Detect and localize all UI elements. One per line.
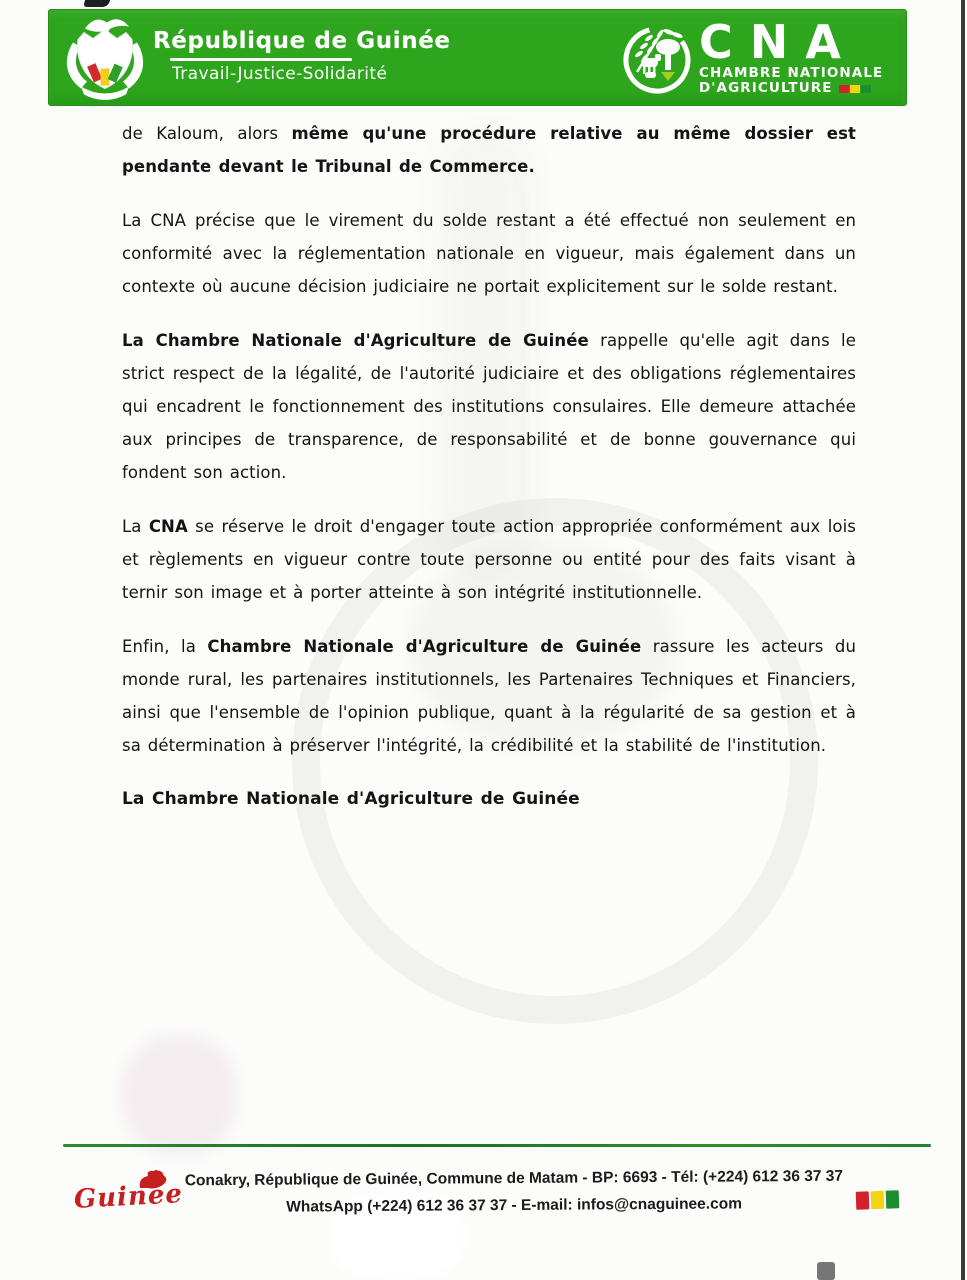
text-segment: rappelle qu'elle agit dans le strict respect de la légalité, de l'autorité judiciaire et des obligations réglementaires qui encadrent le fonctionnement des institutions consulaires. Elle demeure attachée aux principes de transparence, de responsabilité et de bonne gouvernance qui fondent son action. — [122, 331, 856, 482]
footer-address-line2: WhatsApp (+224) 612 36 37 37 - E-mail: infos@cnaguinee.com — [286, 1195, 743, 1216]
motto-rule — [170, 58, 352, 61]
guinee-logo-text: Guinée — [73, 1179, 184, 1215]
flag-stripe-red — [856, 1191, 870, 1209]
cna-acronym: CNA — [699, 15, 858, 69]
paragraph-1 — [122, 117, 856, 183]
flag-stripe-green — [861, 85, 871, 93]
letterhead-banner — [48, 9, 907, 106]
text-segment: Chambre Nationale d'Agriculture de Guinée — [207, 637, 642, 656]
flag-stripe-yellow — [871, 1191, 885, 1209]
footer-contact-block — [168, 1163, 860, 1222]
guinea-mini-flag-icon — [839, 85, 871, 93]
scan-mark — [83, 0, 110, 7]
text-segment: La CNA précise que le virement du solde restant a été effectué non seulement en conformité avec la réglementation nationale en vigueur, mais également dans un contexte où aucune décision judiciaire ne portait explicitement sur le solde restant. — [122, 211, 856, 296]
footer-flag-icon — [856, 1190, 900, 1209]
republic-motto: Travail-Justice-Solidarité — [172, 63, 388, 84]
flag-stripe-yellow — [850, 85, 860, 93]
coat-of-arms-icon — [57, 14, 153, 103]
republic-title: République de Guinée — [153, 28, 451, 54]
cna-logo — [615, 10, 905, 107]
text-segment: se réserve le droit d'engager toute action appropriée conformément aux lois et règlements en vigueur contre toute personne ou entité pour des faits visant à ternir son image et à porter atteinte à son intégrité institutionnelle. — [122, 517, 856, 602]
scan-mark — [817, 1262, 835, 1280]
republic-block — [153, 28, 451, 84]
org-name-line2-text: D'AGRICULTURE — [699, 80, 833, 96]
flag-stripe-red — [839, 85, 849, 93]
letter-body — [122, 117, 856, 837]
cna-text-block — [699, 15, 904, 96]
paragraph-2 — [122, 204, 856, 303]
text-segment: CNA — [148, 517, 188, 536]
paragraph-4 — [122, 510, 856, 609]
paragraph-3 — [122, 324, 856, 489]
paragraph-5 — [122, 630, 856, 762]
org-name-line1-text: CHAMBRE NATIONALE — [699, 65, 884, 81]
org-name-line2 — [699, 81, 904, 96]
scan-edge-line — [961, 0, 965, 1280]
text-segment: même qu'une procédure relative au même dossier est pendante devant le Tribunal de Commerce. — [122, 124, 857, 176]
text-segment: La Chambre Nationale d'Agriculture de Guinée — [122, 331, 589, 350]
footer-rule — [63, 1144, 931, 1147]
flag-stripe-green — [886, 1190, 900, 1208]
text-segment: Enfin, la — [122, 637, 208, 656]
signature-line: La Chambre Nationale d'Agriculture de Guinée — [122, 789, 580, 809]
text-segment: La — [122, 517, 149, 536]
text-segment: de Kaloum, alors — [122, 124, 292, 143]
org-name-line1 — [699, 66, 904, 81]
footer-address-line1: Conakry, République de Guinée, Commune de Matam - BP: 6693 - Tél: (+224) 612 36 37 37 — [184, 1167, 844, 1190]
text-segment: rassure les acteurs du monde rural, les partenaires institutionnels, les Partenaires Techniques et Financiers, ainsi que l'ensemble de l'opinion publique, quant à la régularité de sa gestion et à sa détermination à préserver l'intégrité, la crédibilité et la stabilité de l'institution. — [122, 637, 856, 755]
scan-smudge — [122, 1035, 237, 1155]
cna-emblem-icon — [617, 14, 697, 102]
